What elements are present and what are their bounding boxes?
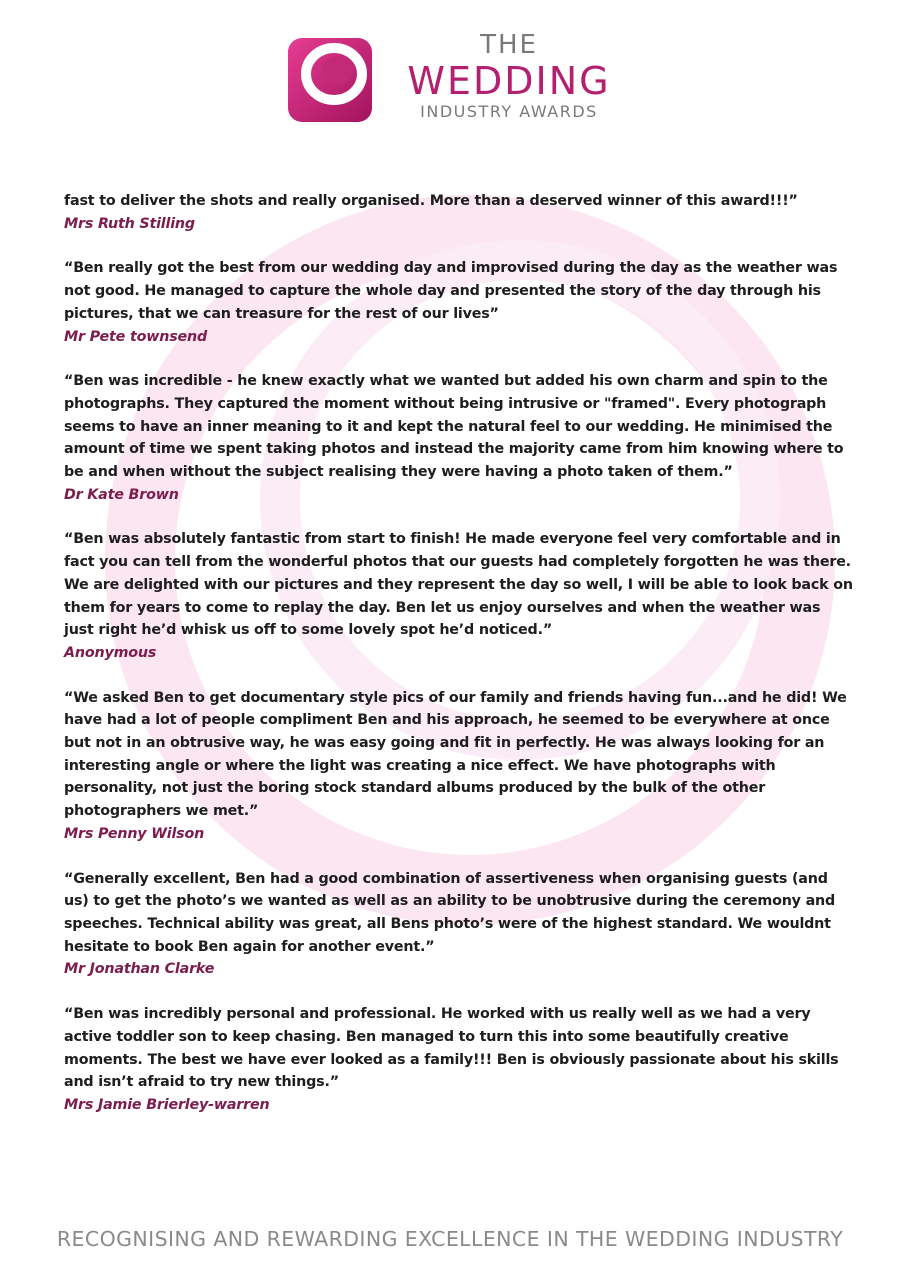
review-author: Dr Kate Brown xyxy=(64,486,179,503)
review xyxy=(64,370,854,506)
review xyxy=(64,868,854,982)
review-quote: “We asked Ben to get documentary style pics of our family and friends having fun...and he did! We have had a lot of people compliment Ben and his approach, he seemed to be everywhere at once but not in an obtrusive way, he was easy going and fit in perfectly. He was always looking for an interesting angle or where the light was creating a nice effect. We have photographs with personality, not just the boring stock standard albums produced by the bulk of the other photographers we met.” xyxy=(64,689,847,820)
brand-wedding: WEDDING xyxy=(407,59,611,103)
review-author: Mr Pete townsend xyxy=(64,328,208,345)
review-quote: “Ben was incredible - he knew exactly what we wanted but added his own charm and spin to the photographs. They captured the moment without being intrusive or "framed". Every photograph seems to have an inner meaning to it and kept the natural feel to our wedding. He minimised the amount of time we spent taking photos and instead the majority came from him knowing where to be and when without the subject realising they were having a photo taken of them.” xyxy=(64,373,844,481)
review-quote: “Ben was absolutely fantastic from start to finish! He made everyone feel very comfortable and in fact you can tell from the wonderful photos that our guests had completely forgotten he was there. We are delighted with our pictures and they represent the day so well, I will be able to look back on them for years to come to replay the day. Ben let us enjoy ourselves and when the weather was just right he’d whisk us off to some lovely spot he’d noticed.” xyxy=(64,531,853,639)
brand-industry-awards: INDUSTRY AWARDS xyxy=(420,102,598,121)
review-quote: “Generally excellent, Ben had a good combination of assertiveness when organising guests (and us) to get the photo’s we wanted as well as an ability to be unobtrusive during the ceremony and speeches. Technical ability was great, all Bens photo’s were of the highest standard. We wouldnt hesitate to book Ben again for another event.” xyxy=(64,870,836,955)
review-author: Mrs Ruth Stilling xyxy=(64,215,195,232)
testimonials xyxy=(64,190,854,1139)
review-quote: fast to deliver the shots and really organised. More than a deserved winner of this award!!!” xyxy=(64,193,798,209)
review-quote: “Ben was incredibly personal and professional. He worked with us really well as we had a very active toddler son to keep chasing. Ben managed to turn this into some beautifully creative moments. The best we have ever looked as a family!!! Ben is obviously passionate about his skills and isn’t afraid to try new things.” xyxy=(64,1006,839,1091)
footer-tagline: RECOGNISING AND REWARDING EXCELLENCE IN THE WEDDING INDUSTRY xyxy=(56,1227,844,1251)
review xyxy=(64,190,854,235)
review-author: Anonymous xyxy=(64,644,157,661)
wedding-awards-logo-icon xyxy=(286,34,376,124)
review xyxy=(64,687,854,846)
review-author: Mrs Penny Wilson xyxy=(64,825,205,842)
review xyxy=(64,528,854,664)
review xyxy=(64,1003,854,1117)
review-quote: “Ben really got the best from our wedding day and improvised during the day as the weather was not good. He managed to capture the whole day and presented the story of the day through his pictures, that we can treasure for the rest of our lives” xyxy=(64,260,838,322)
brand-the: THE xyxy=(480,30,538,60)
header xyxy=(286,30,626,130)
review-author: Mr Jonathan Clarke xyxy=(64,961,215,978)
review-author: Mrs Jamie Brierley-warren xyxy=(64,1096,270,1113)
brand-wordmark xyxy=(394,30,624,122)
review xyxy=(64,257,854,348)
